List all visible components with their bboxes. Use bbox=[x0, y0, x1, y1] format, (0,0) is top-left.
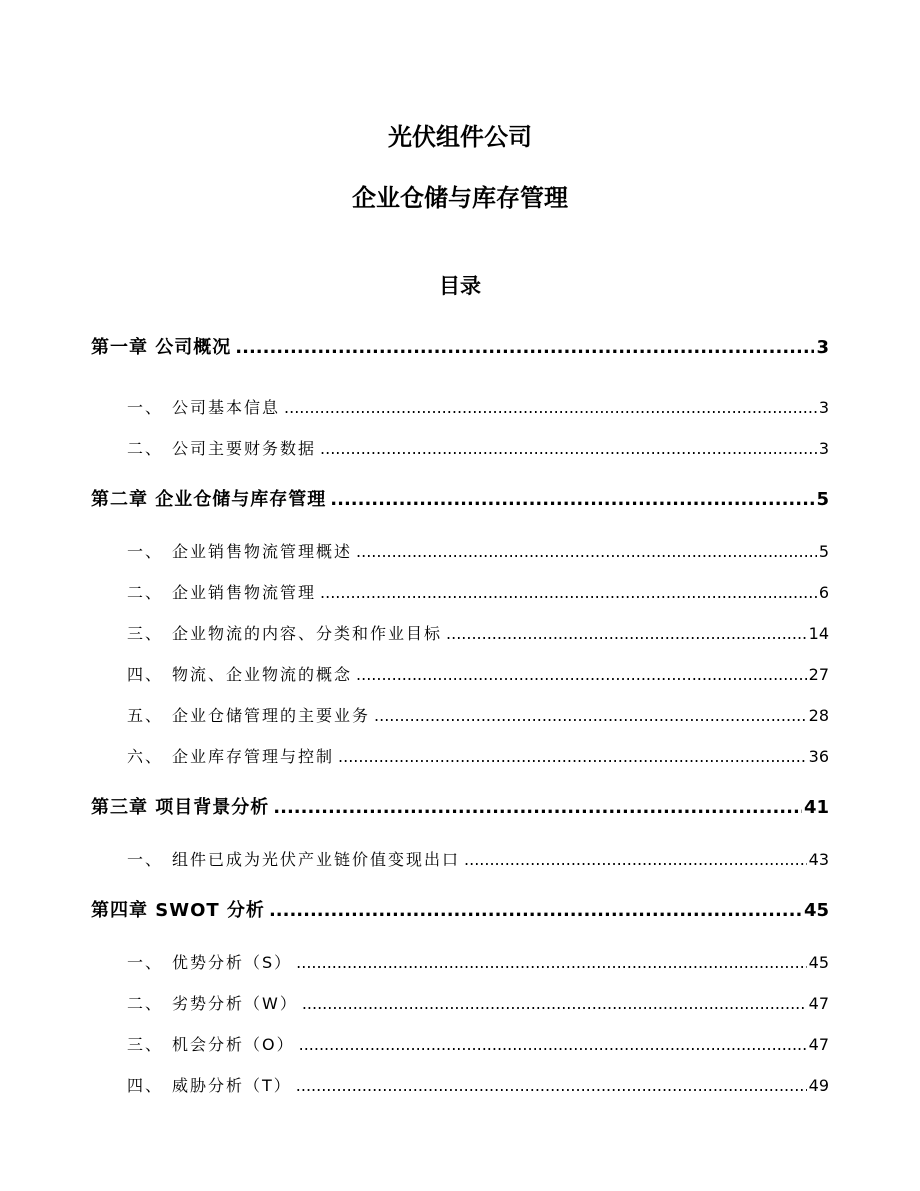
toc-page-number: 45 bbox=[803, 900, 829, 921]
toc-entry-label: 公司主要财务数据 bbox=[172, 439, 317, 458]
toc-section-number: 一、 bbox=[127, 953, 164, 972]
toc-chapter-3[interactable] bbox=[91, 795, 829, 821]
toc-entry-label: 企业销售物流管理 bbox=[172, 583, 317, 602]
document-subtitle: 企业仓储与库存管理 bbox=[352, 184, 568, 212]
toc-section-number: 一、 bbox=[127, 542, 164, 561]
toc-leader bbox=[464, 847, 807, 873]
toc-page-number: 5 bbox=[816, 489, 829, 510]
toc-page-number: 6 bbox=[818, 583, 829, 602]
toc-leader bbox=[320, 580, 817, 606]
toc-leader bbox=[273, 795, 802, 821]
toc-entry-label: 物流、企业物流的概念 bbox=[172, 665, 353, 684]
toc-entry-label: 企业物流的内容、分类和作业目标 bbox=[172, 624, 443, 643]
toc-section-number: 三、 bbox=[127, 624, 164, 643]
toc-leader bbox=[296, 950, 806, 976]
toc-leader bbox=[296, 1073, 807, 1099]
toc-page-number: 43 bbox=[808, 850, 829, 869]
toc-entry-label: 企业销售物流管理概述 bbox=[172, 542, 353, 561]
toc-section-2-3[interactable] bbox=[127, 621, 829, 647]
toc-page-number: 3 bbox=[818, 439, 829, 458]
toc-section-1-2[interactable] bbox=[127, 436, 829, 462]
toc-page-number: 27 bbox=[808, 665, 829, 684]
toc-leader bbox=[356, 539, 817, 565]
toc-heading: 目录 bbox=[439, 274, 481, 298]
toc-page-number: 45 bbox=[808, 953, 829, 972]
toc-chapter-4[interactable] bbox=[91, 898, 829, 924]
toc-page-number: 28 bbox=[808, 706, 829, 725]
toc-section-2-6[interactable] bbox=[127, 744, 829, 770]
toc-section-4-3[interactable] bbox=[127, 1032, 829, 1058]
toc-page-number: 36 bbox=[808, 747, 829, 766]
toc-entry-label: 机会分析（O） bbox=[172, 1035, 295, 1054]
toc-leader bbox=[338, 744, 807, 770]
toc-page-number: 5 bbox=[818, 542, 829, 561]
toc-section-number: 二、 bbox=[127, 994, 164, 1013]
toc-leader bbox=[330, 487, 814, 513]
toc-leader bbox=[284, 395, 817, 421]
toc-page-number: 41 bbox=[803, 797, 829, 818]
toc-section-2-2[interactable] bbox=[127, 580, 829, 606]
toc-section-number: 四、 bbox=[127, 665, 164, 684]
toc-page-number: 14 bbox=[808, 624, 829, 643]
toc-entry-label: 威胁分析（T） bbox=[172, 1076, 292, 1095]
toc-leader bbox=[356, 662, 807, 688]
toc-section-number: 一、 bbox=[127, 398, 164, 417]
toc-entry-label: 企业库存管理与控制 bbox=[172, 747, 335, 766]
toc-section-4-2[interactable] bbox=[127, 991, 829, 1017]
toc-section-number: 一、 bbox=[127, 850, 164, 869]
toc-leader bbox=[235, 335, 814, 361]
toc-leader bbox=[320, 436, 817, 462]
toc-section-number: 二、 bbox=[127, 439, 164, 458]
toc-section-number: 三、 bbox=[127, 1035, 164, 1054]
toc-leader bbox=[302, 991, 807, 1017]
toc-section-number: 二、 bbox=[127, 583, 164, 602]
toc-entry-label: 公司基本信息 bbox=[172, 398, 281, 417]
toc-leader bbox=[374, 703, 807, 729]
toc-chapter-1[interactable] bbox=[91, 335, 829, 361]
toc-section-number: 四、 bbox=[127, 1076, 164, 1095]
toc-section-2-4[interactable] bbox=[127, 662, 829, 688]
toc-page-number: 3 bbox=[816, 337, 829, 358]
toc-entry-label: 第四章 SWOT 分析 bbox=[91, 900, 265, 921]
toc-entry-label: 劣势分析（W） bbox=[172, 994, 298, 1013]
toc-chapter-2[interactable] bbox=[91, 487, 829, 513]
toc-leader bbox=[299, 1032, 807, 1058]
toc-page-number: 3 bbox=[818, 398, 829, 417]
document-title: 光伏组件公司 bbox=[388, 123, 532, 151]
toc-leader bbox=[446, 621, 807, 647]
toc-section-number: 五、 bbox=[127, 706, 164, 725]
toc-page-number: 47 bbox=[808, 1035, 829, 1054]
toc-page-number: 47 bbox=[808, 994, 829, 1013]
toc-page-number: 49 bbox=[808, 1076, 829, 1095]
toc-section-4-4[interactable] bbox=[127, 1073, 829, 1099]
toc-entry-label: 优势分析（S） bbox=[172, 953, 293, 972]
toc-section-1-1[interactable] bbox=[127, 395, 829, 421]
toc-leader bbox=[269, 898, 802, 924]
toc-entry-label: 第二章 企业仓储与库存管理 bbox=[91, 489, 327, 510]
toc-entry-label: 第三章 项目背景分析 bbox=[91, 797, 270, 818]
toc-entry-label: 组件已成为光伏产业链价值变现出口 bbox=[172, 850, 461, 869]
toc-section-2-1[interactable] bbox=[127, 539, 829, 565]
toc-entry-label: 企业仓储管理的主要业务 bbox=[172, 706, 371, 725]
toc-section-2-5[interactable] bbox=[127, 703, 829, 729]
toc-section-4-1[interactable] bbox=[127, 950, 829, 976]
toc-section-number: 六、 bbox=[127, 747, 164, 766]
toc-section-3-1[interactable] bbox=[127, 847, 829, 873]
toc-entry-label: 第一章 公司概况 bbox=[91, 337, 232, 358]
